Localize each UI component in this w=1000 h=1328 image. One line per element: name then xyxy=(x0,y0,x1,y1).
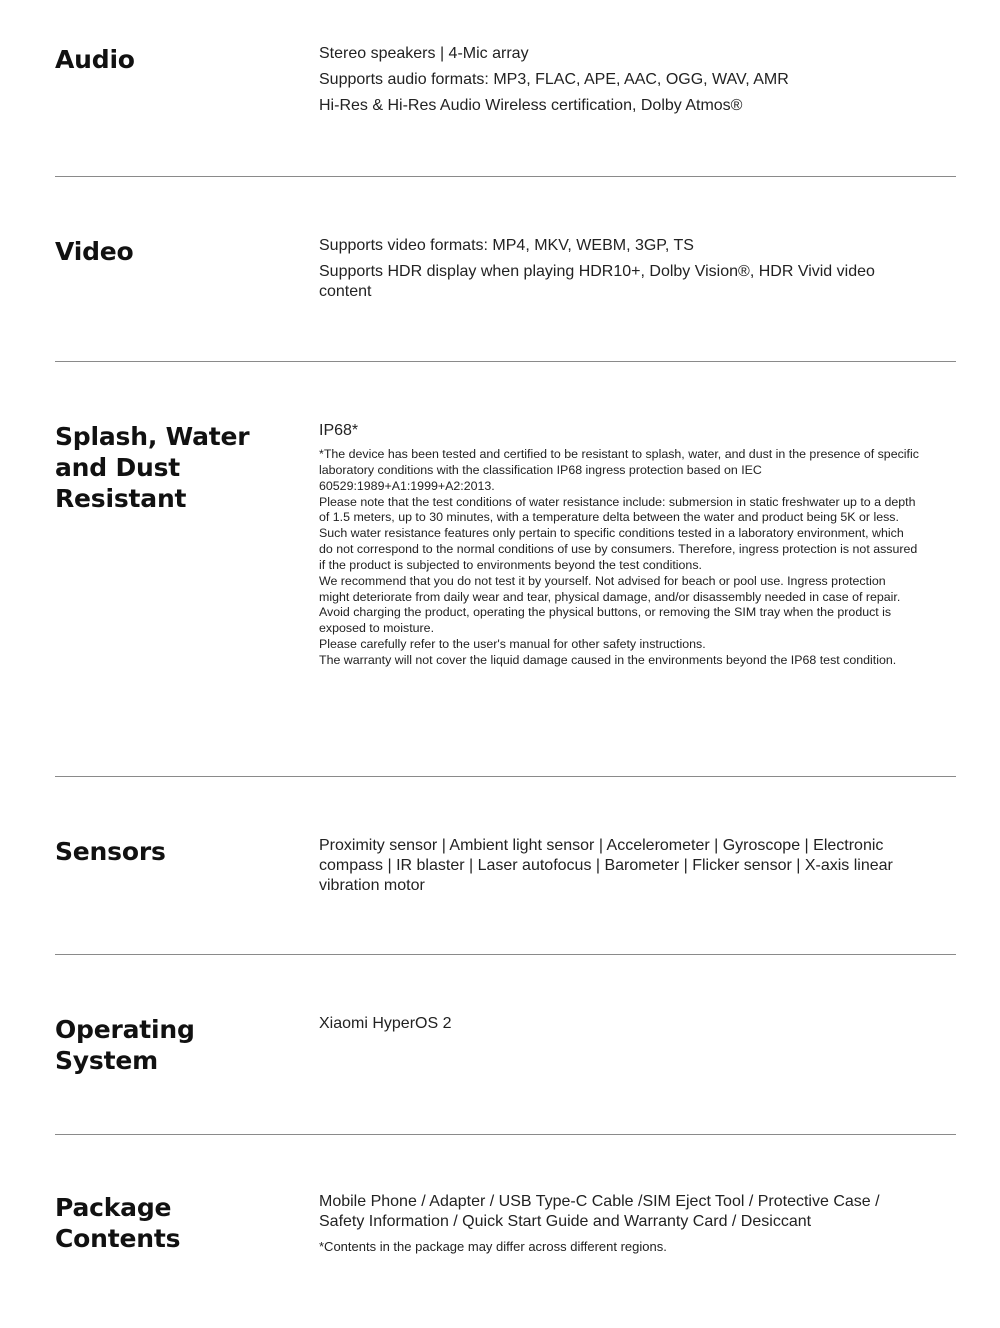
section-body-video xyxy=(319,236,919,302)
section-title-video: Video xyxy=(55,237,134,266)
section-divider xyxy=(55,954,956,955)
section-divider xyxy=(55,361,956,362)
section-body-audio xyxy=(319,44,919,116)
section-body-sensors xyxy=(319,836,919,896)
os-name-text: Xiaomi HyperOS 2 xyxy=(319,1015,452,1032)
section-divider xyxy=(55,1134,956,1135)
package-note-text: *Contents in the package may differ across different regions. xyxy=(319,1239,667,1254)
section-title-audio: Audio xyxy=(55,45,135,74)
section-title-operating-system: Operating System xyxy=(55,1015,195,1075)
water-rating-text: IP68* xyxy=(319,422,359,439)
audio-speakers-text: Stereo speakers | 4-Mic array xyxy=(319,45,529,62)
audio-formats-text: Supports audio formats: MP3, FLAC, APE, AAC, OGG, WAV, AMR xyxy=(319,71,789,88)
sensors-list-text: Proximity sensor | Ambient light sensor | Accelerometer | Gyroscope | Electronic compass | IR blaster | Laser autofocus | Barometer | Flicker sensor | X-axis linear vibration motor xyxy=(319,837,893,894)
section-body-package-contents xyxy=(319,1192,919,1255)
package-items-text: Mobile Phone / Adapter / USB Type-C Cable /SIM Eject Tool / Protective Case / Safety Information / Quick Start Guide and Warranty Card / Desiccant xyxy=(319,1193,880,1230)
section-title-water-resistance: Splash, Water and Dust Resistant xyxy=(55,422,250,513)
video-formats-text: Supports video formats: MP4, MKV, WEBM, 3GP, TS xyxy=(319,237,694,254)
section-body-water-resistance xyxy=(319,421,919,669)
section-title-sensors: Sensors xyxy=(55,837,166,866)
video-hdr-text: Supports HDR display when playing HDR10+, Dolby Vision®, HDR Vivid video content xyxy=(319,263,875,300)
water-disclaimer-text: *The device has been tested and certified to be resistant to splash, water, and dust in the presence of specific laboratory conditions with the classification IP68 ingress protection based on IEC 60529:1989+A1:1999+A2:2013. Please note that the test conditions of water resistance include: submersion in static freshwater up to a depth of 1.5 meters, up to 30 minutes, with a temperature delta between the water and product being 5K or less. Such water resistance features only pertain to specific conditions tested in a laboratory environment, which do not correspond to the normal conditions of use by consumers. Therefore, ingress protection is not assured if the product is subjected to environments beyond the test conditions. We recommend that you do not test it by yourself. Not advised for beach or pool use. Ingress protection might deteriorate from daily wear and tear, physical damage, and/or disassembly needed in case of repair. Avoid charging the product, operating the physical buttons, or removing the SIM tray when the product is exposed to moisture. Please carefully refer to the user's manual for other safety instructions. The warranty will not cover the liquid damage caused in the environments beyond the IP68 test condition. xyxy=(319,447,919,667)
section-body-operating-system xyxy=(319,1014,919,1034)
section-divider xyxy=(55,776,956,777)
section-divider xyxy=(55,176,956,177)
section-title-package-contents: Package Contents xyxy=(55,1193,181,1253)
audio-certification-text: Hi-Res & Hi-Res Audio Wireless certification, Dolby Atmos® xyxy=(319,97,743,114)
